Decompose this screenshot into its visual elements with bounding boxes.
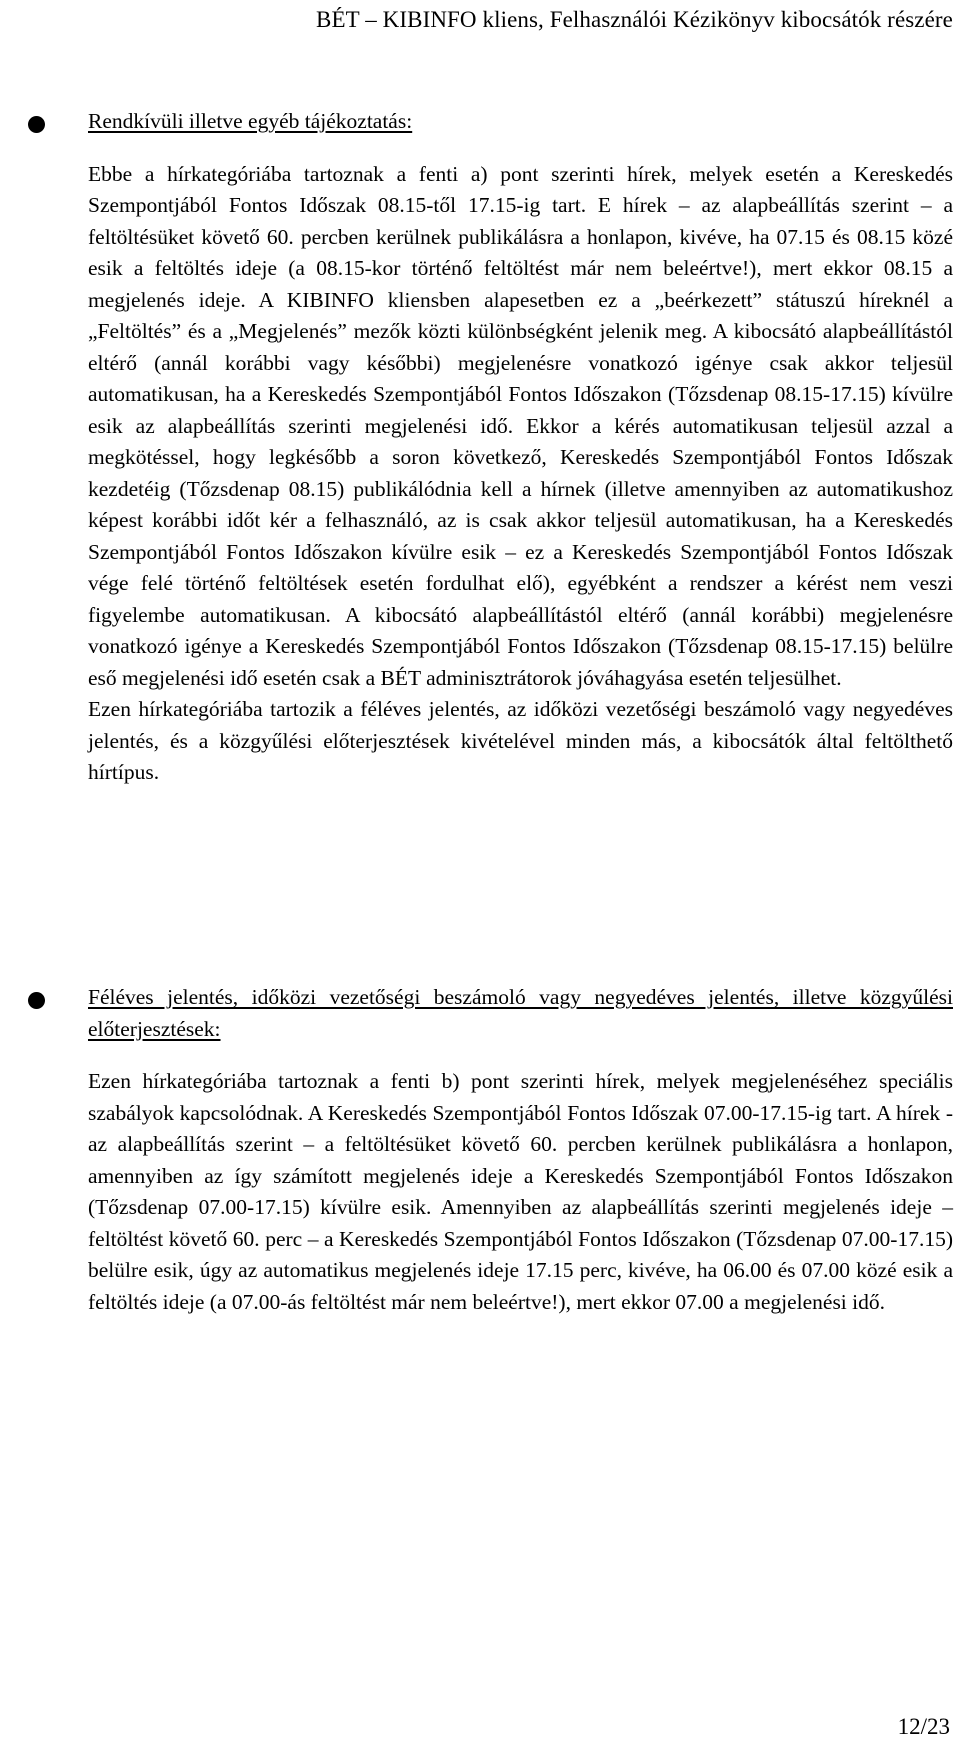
section-heading-row [28, 982, 953, 1045]
body-paragraph: Ebbe a hírkategóriába tartoznak a fenti a) pont szerinti hírek, melyek esetén a Kereskedés Szempontjából Fontos Időszak 08.15-től 17.15-ig tart. E hírek – az alapbeállítás szerint – a feltöltésüket követő 60. percben kerülnek publikálásra a honlapon, kivéve, ha 07.15 és 08.15 közé esik a feltöltés ideje (a 08.15-kor történő feltöltést már nem beleértve!), mert ekkor 08.15 a megjelenés ideje. A KIBINFO kliensben alapesetben ez a „beérkezett” státuszú híreknél a „Feltöltés” és a „Megjelenés” mezők közti különbségként jelenik meg. A kibocsátó alapbeállítástól eltérő (annál korábbi vagy későbbi) megjelenésre vonatkozó igénye csak akkor teljesül automatikusan, ha a Kereskedés Szempontjából Fontos Időszakon (Tőzsdenap 08.15-17.15) kívülre esik az alapbeállítás szerinti megjelenési idő. Ekkor a kérés automatikusan teljesül azzal a megkötéssel, hogy legkésőbb a soron következő, Kereskedés Szempontjából Fontos Időszak kezdetéig (Tőzsdenap 08.15) publikálódnia kell a hírnek (illetve amennyiben az automatikushoz képest korábbi időt kér a felhasználó, az is csak akkor teljesül automatikusan, ha a Kereskedés Szempontjából Fontos Időszakon kívülre esik – ez a Kereskedés Szempontjából Fontos Időszak vége felé történő feltöltések esetén fordulhat elő), egyébként a rendszer a kérést nem veszi figyelembe automatikusan. A kibocsátó alapbeállítástól eltérő (annál korábbi) megjelenésre vonatkozó igénye a Kereskedés Szempontjából Fontos Időszakon (Tőzsdenap 08.15-17.15) belülre eső megjelenési idő esetén csak a BÉT adminisztrátorok jóváhagyása esetén teljesülhet. [88, 161, 953, 690]
bullet-icon [28, 992, 45, 1009]
section-heading: Féléves jelentés, időközi vezetőségi beszámoló vagy negyedéves jelentés, illetve közgyűlési előterjesztések: [88, 985, 953, 1041]
section-heading: Rendkívüli illetve egyéb tájékoztatás: [88, 109, 413, 133]
bullet-icon [28, 116, 45, 133]
body-paragraph: Ezen hírkategóriába tartozik a féléves jelentés, az időközi vezetőségi beszámoló vagy negyedéves jelentés, és a közgyűlési előterjesztések kivételével minden más, a kibocsátók által feltölthető hírtípus. [88, 697, 953, 784]
body-paragraph: Ezen hírkategóriába tartoznak a fenti b) pont szerinti hírek, melyek megjelenéséhez speciális szabályok kapcsolódnak. A Kereskedés Szempontjából Fontos Időszak 07.00-17.15-ig tart. A hírek - az alapbeállítás szerint – a feltöltésüket követő 60. percben kerülnek publikálásra a honlapon, amennyiben az így számított megjelenés ideje a Kereskedés Szempontjából Fontos Időszakon (Tőzsdenap 07.00-17.15) kívülre esik. Amennyiben az alapbeállítás szerinti megjelenés ideje – feltöltést követő 60. perc – a Kereskedés Szempontjából Fontos Időszakon (Tőzsdenap 07.00-17.15) belülre esik, úgy az automatikus megjelenés ideje 17.15 perc, kivéve, ha 06.00 és 07.00 közé esik a feltöltés ideje (a 07.00-ás feltöltést már nem beleértve!), mert ekkor 07.00 a megjelenési idő. [88, 1069, 953, 1314]
section-rendkivuli [28, 106, 953, 789]
section-heading-row [28, 106, 953, 138]
section-feleves [28, 982, 953, 1318]
page-header: BÉT – KIBINFO kliens, Felhasználói Kézikönyv kibocsátók részére [316, 7, 953, 32]
page-number: 12/23 [897, 1714, 950, 1739]
